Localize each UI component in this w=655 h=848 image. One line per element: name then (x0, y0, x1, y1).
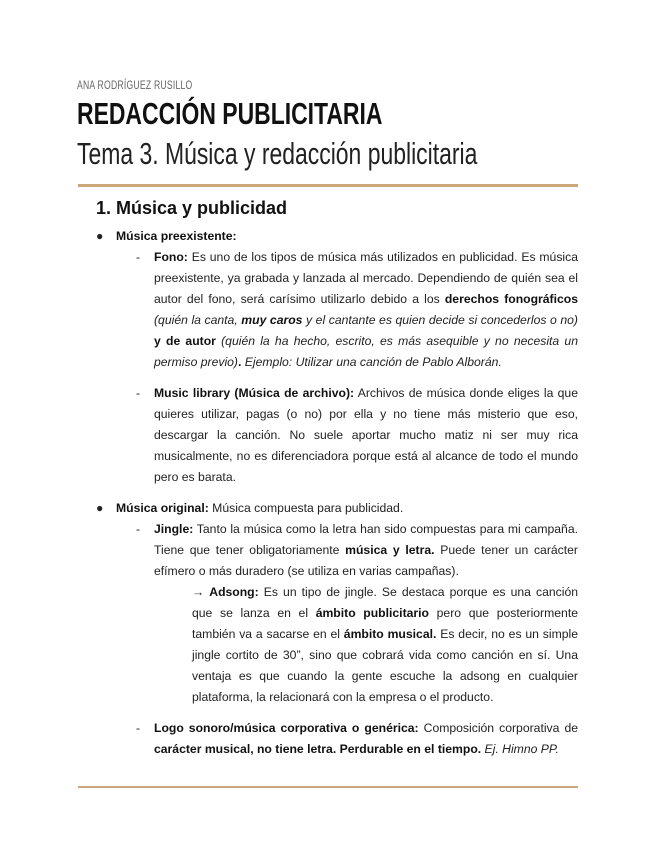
document-title: REDACCIÓN PUBLICITARIA (77, 96, 383, 131)
author-name: ANA RODRÍGUEZ RUSILLO (77, 78, 193, 92)
sub-item (136, 383, 578, 488)
sub-item (136, 519, 579, 708)
text-run: carácter musical, no tiene letra. Perdurable en el tiempo. (154, 742, 482, 756)
text-run: Es decir, no es un simple jingle cortito de 30”, sino que cobrará vida como canción en sí. Una ventaja es que cuando la gente escuche la adsong en cualquier plataforma, la relacionará con la empresa o el producto. (192, 627, 579, 704)
text-run: Puede tener un carácter efímero o más duradero (se utiliza en varias campañas). (154, 543, 578, 578)
text-run: Es uno de los tipos de música más utilizados en publicidad. Es música preexistente, ya grabada y lanzada al mercado. Dependiendo de quién sea el autor del fono, será carísimo utilizarlo debido a los (154, 250, 578, 306)
dash-marker: - (136, 386, 141, 400)
text-run: pero que posteriormente también va a sacarse en el (192, 606, 578, 641)
text-run: Ej. Himno PP. (481, 742, 559, 756)
text-run: ámbito musical. (343, 627, 437, 641)
text-run: Música preexistente: (116, 229, 237, 243)
nested-item (192, 582, 578, 708)
text-run: Ejemplo: Utilizar una canción de Pablo Alborán. (241, 355, 502, 369)
bullet-marker: ● (96, 229, 104, 243)
document-body (96, 226, 578, 760)
text-run: Música original: (116, 501, 209, 515)
sub-item (136, 247, 578, 373)
text-run: ámbito publicitario (315, 606, 429, 620)
text-run: Fono: (154, 250, 188, 264)
text-run: derechos fonográficos (444, 292, 578, 306)
bullet-item (96, 498, 578, 519)
dash-marker: - (136, 250, 141, 264)
dash-marker: - (136, 522, 141, 536)
document-subtitle: Tema 3. Música y redacción publicitaria (77, 136, 478, 171)
text-run: Logo sonoro/música corporativa o genérica: (154, 721, 419, 735)
text-run: y de autor (154, 334, 216, 348)
text-run: Music library (Música de archivo): (154, 386, 355, 400)
text-run: Música compuesta para publicidad. (208, 501, 404, 515)
sub-item (136, 718, 578, 760)
text-run: (quién la canta, (154, 313, 242, 327)
dash-marker: - (136, 721, 141, 735)
text-run: música y letra. (345, 543, 435, 557)
bullet-marker: ● (96, 501, 104, 515)
text-run: Archivos de música donde eliges la que quieres utilizar, pagas (o no) por ella y no tiene más misterio que eso, descargar la canción. No suele aportar mucho matiz ni ser muy rica musicalmente, no es diferenciadora porque está al alcance de todo el mundo pero es barata. (154, 386, 578, 484)
text-run: Composición corporativa de (418, 721, 578, 735)
top-divider (78, 184, 578, 187)
text-run: y el cantante es quien decide si concederlos o no) (302, 313, 578, 327)
text-run: Tanto la música como la letra han sido compuestas para mi campaña. Tiene que tener obligatoriamente (154, 522, 578, 557)
text-run: → (192, 585, 210, 599)
text-run: Es un tipo de jingle. Se destaca porque es una canción que se lanza en el (192, 585, 578, 620)
text-run: (quién la ha hecho, escrito, es más asequible y no necesita un permiso previo) (154, 334, 578, 369)
section-heading: 1. Música y publicidad (96, 198, 288, 218)
text-run: Jingle: (154, 522, 194, 536)
text-run: Adsong: (209, 585, 259, 599)
bottom-divider (78, 786, 578, 788)
text-run: muy caros (241, 313, 303, 327)
text-run: . (238, 355, 242, 369)
bullet-item (96, 226, 578, 247)
